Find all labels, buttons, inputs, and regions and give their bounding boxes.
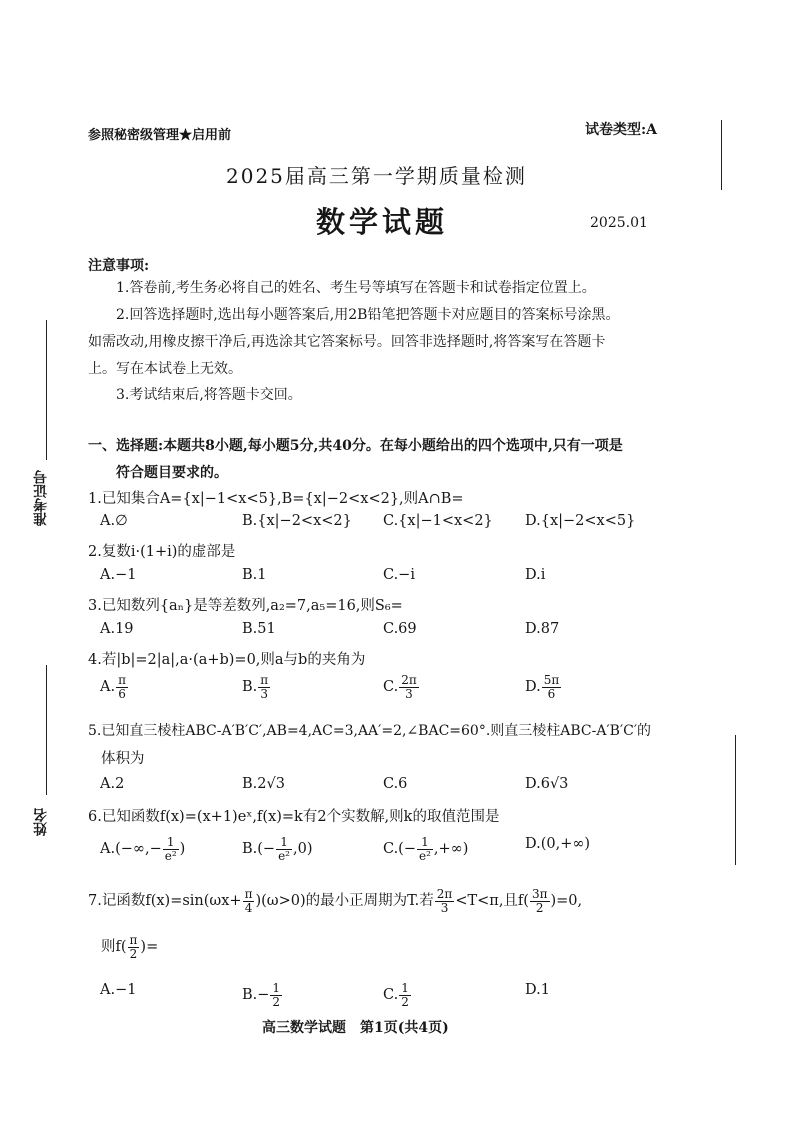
- q4-b-denominator: 3: [260, 686, 269, 701]
- q7-f2-numerator: 2π: [436, 887, 453, 901]
- notes-item-1: 1.答卷前,考生务必将自己的姓名、考生号等填写在答题卡和试卷指定位置上。: [116, 280, 596, 296]
- question-6-options: [100, 836, 660, 876]
- q4-option-a: [100, 674, 129, 700]
- binding-line-mid: [46, 665, 47, 795]
- q4-option-b-label: B.: [242, 679, 258, 696]
- q6-option-c-suffix: ,+∞): [433, 841, 469, 858]
- q6-option-c-prefix: C.(−: [383, 841, 416, 858]
- q6-a-numerator: 1: [163, 836, 179, 850]
- notes-item-2-line-3: 上。写在本试卷上无效。: [88, 361, 242, 377]
- q5-option-b: B.2√3: [242, 776, 285, 792]
- q3-option-b: B.51: [242, 621, 276, 637]
- q7-fraction-3: [530, 888, 550, 914]
- question-1-options: [100, 513, 660, 543]
- q2-option-d: D.i: [525, 567, 546, 583]
- q7-option-c-label: C.: [383, 987, 399, 1004]
- q6-c-numerator: 1: [417, 836, 433, 850]
- question-2-options: [100, 567, 660, 597]
- question-5-stem-line-2: 体积为: [101, 751, 145, 767]
- paper-type-label: 试卷类型:A: [585, 122, 658, 138]
- q6-option-c: [383, 836, 468, 862]
- q4-option-c-fraction: [399, 674, 419, 700]
- q1-option-b: B.{x|−2<x<2}: [242, 513, 352, 529]
- page-title: 数学试题: [316, 205, 449, 239]
- q6-option-a-suffix: ): [179, 841, 186, 858]
- q4-d-numerator: 5π: [543, 673, 560, 687]
- notes-item-3: 3.考试结束后,将答题卡交回。: [116, 387, 302, 403]
- question-3-options: [100, 621, 660, 651]
- notes-item-2-line-2: 如需改动,用橡皮擦干净后,再选涂其它答案标号。回答非选择题时,将答案写在答题卡: [88, 334, 606, 350]
- q4-option-d: [525, 674, 562, 700]
- q5-option-a: A.2: [100, 776, 125, 792]
- q7-b-numerator: 1: [272, 981, 281, 995]
- question-1-stem: 1.已知集合A={x|−1<x<5},B={x|−2<x<2},则A∩B=: [88, 491, 464, 507]
- q7-stem-part-2: )(ω>0)的最小正周期为T.若: [255, 893, 434, 910]
- q7-option-b-fraction: [270, 982, 282, 1008]
- q4-option-b-fraction: [258, 674, 270, 700]
- q1-option-c: C.{x|−1<x<2}: [383, 513, 493, 529]
- q4-option-d-fraction: [542, 674, 562, 700]
- q7-option-c: [383, 982, 412, 1008]
- q7-option-c-fraction: [399, 982, 411, 1008]
- q7-f3-denominator: 2: [535, 900, 544, 915]
- q7-option-d: D.1: [525, 982, 550, 998]
- q3-option-c: C.69: [383, 621, 417, 637]
- q5-option-c: C.6: [383, 776, 408, 792]
- q4-option-b: [242, 674, 271, 700]
- q4-option-a-label: A.: [100, 679, 116, 696]
- q7-f1-denominator: 4: [244, 900, 253, 915]
- q6-c-denominator: e²: [419, 848, 431, 863]
- q7-f4-numerator: π: [129, 933, 138, 947]
- q4-b-numerator: π: [260, 673, 269, 687]
- q4-option-c: [383, 674, 420, 700]
- q6-option-b-suffix: ,0): [293, 841, 313, 858]
- q1-option-a: A.∅: [100, 513, 128, 529]
- q6-option-b-prefix: B.(−: [242, 841, 276, 858]
- exam-subtitle: 2025届高三第一学期质量检测: [226, 164, 527, 188]
- q6-option-a-fraction: [163, 836, 179, 862]
- section-heading-line-1: 一、选择题:本题共8小题,每小题5分,共40分。在每小题给出的四个选项中,只有一项是: [88, 438, 623, 454]
- notes-item-2-line-1: 2.回答选择题时,选出每小题答案后,用2B铅笔把答题卡对应题目的答案标号涂黑。: [116, 307, 620, 323]
- q7-c-numerator: 1: [401, 981, 409, 995]
- q7-stem-part-4: )=0,: [550, 893, 583, 910]
- q6-a-denominator: e²: [164, 848, 177, 863]
- page-footer: 高三数学试题 第1页(共4页): [262, 1020, 449, 1036]
- q7-stem-part-1: 7.记函数f(x)=sin(ωx+: [88, 893, 242, 910]
- q6-b-numerator: 1: [276, 836, 292, 850]
- q6-b-denominator: e²: [278, 848, 290, 863]
- question-4-stem: 4.若|b|=2|a|,a·(a+b)=0,则a与b的夹角为: [88, 652, 366, 668]
- q7-f1-numerator: π: [244, 887, 253, 901]
- question-7-options: [100, 982, 660, 1022]
- q7-f4-denominator: 2: [129, 946, 138, 961]
- q6-option-b-fraction: [276, 836, 292, 862]
- q7-f3-numerator: 3π: [531, 887, 548, 901]
- question-5-options: [100, 776, 660, 806]
- q7-fraction-4: [128, 934, 140, 960]
- q4-option-c-label: C.: [383, 679, 399, 696]
- q7-option-a: A.−1: [100, 982, 137, 998]
- q6-option-b: [242, 836, 313, 862]
- binding-line-top: [46, 320, 47, 460]
- q7-option-b-label: B.−: [242, 987, 270, 1004]
- question-7-stem-line-2: [101, 934, 158, 960]
- q7-line-2-prefix: 则f(: [101, 939, 127, 956]
- question-7-stem-line-1: [88, 888, 582, 914]
- q6-option-c-fraction: [417, 836, 433, 862]
- q1-option-d: D.{x|−2<x<5}: [525, 513, 636, 529]
- q7-c-denominator: 2: [401, 994, 409, 1009]
- q6-option-d: D.(0,+∞): [525, 836, 591, 852]
- q2-option-c: C.−i: [383, 567, 415, 583]
- q7-b-denominator: 2: [272, 994, 281, 1009]
- name-label: 姓名: [33, 808, 49, 836]
- question-6-stem: 6.已知函数f(x)=(x+1)eˣ,f(x)=k有2个实数解,则k的取值范围是: [88, 809, 500, 825]
- q7-line-2-suffix: )=: [140, 939, 159, 956]
- q2-option-b: B.1: [242, 567, 267, 583]
- q6-option-a: [100, 836, 185, 862]
- question-5-stem-line-1: 5.已知直三棱柱ABC-A′B′C′,AB=4,AC=3,AA′=2,∠BAC=60°.则直三棱柱ABC-A′B′C′的: [88, 723, 652, 739]
- question-3-stem: 3.已知数列{aₙ}是等差数列,a₂=7,a₅=16,则S₆=: [88, 598, 403, 614]
- q6-option-a-prefix: A.(−∞,−: [100, 841, 162, 858]
- q7-f2-denominator: 3: [440, 900, 449, 915]
- edge-line-right-bottom: [735, 735, 736, 865]
- secrecy-label: 参照秘密级管理★启用前: [88, 128, 232, 143]
- notes-heading: 注意事项:: [88, 258, 150, 274]
- q7-fraction-2: [435, 888, 455, 914]
- question-2-stem: 2.复数i·(1+i)的虚部是: [88, 544, 236, 560]
- q7-option-b: [242, 982, 283, 1008]
- q4-a-denominator: 6: [118, 686, 126, 701]
- exam-date: 2025.01: [590, 215, 648, 231]
- q4-a-numerator: π: [118, 673, 126, 687]
- section-heading-line-2: 符合题目要求的。: [116, 465, 228, 481]
- q4-c-denominator: 3: [405, 686, 413, 701]
- q4-option-d-label: D.: [525, 679, 541, 696]
- q3-option-a: A.19: [100, 621, 134, 637]
- edge-line-right-top: [721, 120, 722, 190]
- q5-option-d: D.6√3: [525, 776, 569, 792]
- q3-option-d: D.87: [525, 621, 560, 637]
- q4-c-numerator: 2π: [401, 673, 417, 687]
- q4-option-a-fraction: [116, 674, 128, 700]
- exam-id-label: 准考证号: [33, 470, 49, 526]
- question-4-options: [100, 674, 660, 714]
- q2-option-a: A.−1: [100, 567, 137, 583]
- q4-d-denominator: 6: [547, 686, 556, 701]
- q7-stem-part-3: <T<π,且f(: [455, 893, 529, 910]
- q7-fraction-1: [243, 888, 255, 914]
